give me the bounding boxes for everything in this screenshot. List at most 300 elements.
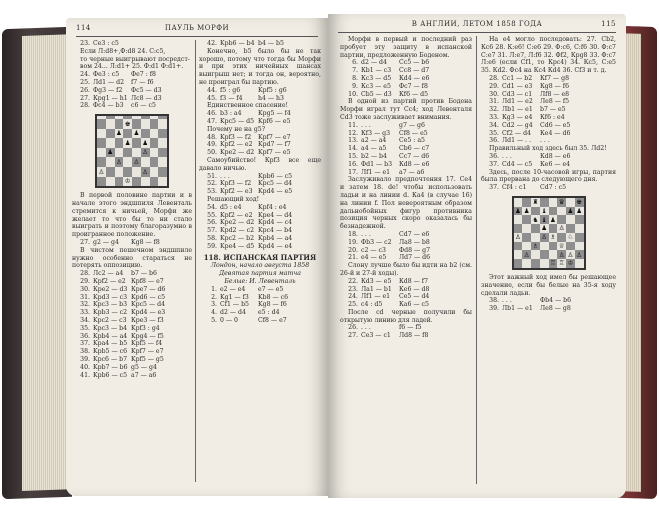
move-number: 5. [211,316,217,324]
black-move: a7 — a6 [399,168,425,176]
board-square: ♘ [567,233,574,242]
black-move: Kpe4 — d4 [258,211,293,219]
section-subheading: Лондон, начало августа 1858 [210,262,310,270]
black-move: Сe5 — d4 [399,293,430,301]
black-move: Kpf5 — g5 [131,355,164,363]
move-row [72,372,192,380]
board-square: ♝ [541,215,548,224]
board-square [540,198,549,207]
white-move: Фе3 : с5 [93,71,120,79]
board-square [575,233,584,242]
white-move: Лf1 — e1 [361,293,391,301]
black-move: e7 — e5 [258,285,284,293]
move-row [199,180,321,188]
move-number: 1. [211,285,217,293]
move-number: 15. [348,152,358,160]
board-square [540,250,549,259]
move-row [340,145,472,153]
black-move: Фb4 — b6 [540,297,572,305]
board-square: ♙ [98,167,105,176]
move-list [72,40,192,110]
board-square [158,129,167,139]
white-move: Кре2 — d3 [93,285,128,293]
white-move: Лb1 — e1 [502,305,533,313]
move-number: 2. [211,293,217,301]
white-move: Лd1 — . . [502,137,532,145]
white-move: e4 — e5 [361,254,387,262]
commentary-line: Если Л:d8+,Ф:d8 24. С:с5, [80,47,166,55]
board-square: ♙ [514,233,521,242]
move-number: 26. [80,86,90,94]
section-heading: 118. ИСПАНСКАЯ ПАРТИЯ [203,252,317,262]
white-move: Кс3 — d5 [361,74,392,82]
move-list [199,40,321,251]
move-number: 28. [489,74,499,82]
running-title: ПАУЛЬ МОРФИ [164,24,230,32]
white-move: Kpd3 — c3 [93,293,128,301]
move-number: 28. [80,270,90,278]
black-move: Kpc5 — d4 [131,301,166,309]
board-square [150,177,159,187]
board-square: ♟ [107,148,114,157]
move-number: 35. [80,324,90,332]
move-row [199,188,321,196]
board-square [522,224,531,233]
white-move: c2 — c3 [361,246,386,254]
black-move: с6 — с5 [131,102,156,110]
move-row [199,212,321,220]
move-number: 24. [80,71,90,79]
black-move: Сс8 — d7 [399,67,430,75]
board-square [141,177,150,187]
move-row [199,87,321,95]
black-move: Сb6 — c7 [399,145,430,153]
white-move: d2 — d4 [220,309,246,317]
move-row [340,286,472,294]
move-row [340,137,472,145]
white-move: . . . [361,230,371,238]
board-square: ♙ [567,250,574,259]
board-square: ♗ [549,233,556,242]
white-move: d5 : e4 [220,203,242,211]
move-number: 38. [80,348,90,356]
move-row [199,118,321,126]
board-square [132,167,141,177]
white-move: Кg3 — e4 [502,113,533,121]
white-move: Kpa4 — b5 [93,340,128,348]
white-move: Kpf2 — e2 [220,211,253,219]
move-number: 40. [80,363,90,371]
move-row: 27. g2 — g4 Kg8 — f8 [80,238,160,246]
move-number: 28. [80,102,90,110]
move-row [481,153,616,161]
commentary: Морфи в первый и последний раз пробует эту защиту в испанской партии, предложенную Боденом. [340,36,472,59]
page-number: 114 [76,24,91,32]
move-row [72,87,192,95]
black-move: Лс8 — d3 [131,94,162,102]
white-move: Kpb3 — c2 [93,309,128,317]
white-move: Kpb5 — c6 [93,348,128,356]
move-number: 36. [489,137,499,145]
move-row [72,333,192,341]
white-move: Лf1 — e1 [361,168,391,176]
white-move: Kpc3 — b3 [93,301,128,309]
black-move [131,40,169,48]
move-number: 42. [207,40,217,47]
white-move: Сd2 — g4 [502,121,533,129]
board-square: ♙ [133,158,140,167]
board-square: ♙ [142,148,149,157]
black-move: Лe8 — f5 [540,98,570,106]
move-row [199,134,321,142]
move-number: 47. [207,117,217,125]
move-number: 25. [80,78,90,86]
board-square [531,224,540,233]
black-move: Сf8 — e5 [399,129,428,137]
black-move: Фd8 — g7 [399,246,431,254]
board-square [514,198,523,207]
move-row [340,75,472,83]
board-square [97,119,106,129]
black-move: Kpf4 : e4 [258,203,287,211]
black-move: Kpf6 — e5 [258,117,291,125]
move-number: 10. [348,90,358,98]
commentary: Этот важный ход имел бы решающее значение, если бы белые на 35-я ходу сделали ладьи. [481,273,616,297]
move-row [72,317,192,325]
white-move: Kpb7 — b6 [93,363,128,371]
move-row [199,149,321,157]
move-list [199,286,321,325]
move-row [72,309,192,317]
black-move: Kpf3 : g4 [131,324,160,332]
black-move: Kpf7 — e7 [131,348,164,356]
move-number: 55. [207,211,217,219]
move-number: 50. [207,149,217,157]
white-move: Сe3 — c1 [361,332,391,340]
left-column-1 [72,40,192,379]
white-move: Кс3 — e5 [361,82,391,90]
move-row [72,294,192,302]
running-head-right [338,20,616,33]
white-move: Кf3 — g3 [361,129,391,137]
move-row [72,278,192,286]
black-move: Kpd4 — e5 [258,188,293,196]
black-move: g5 — g4 [131,363,157,371]
move-number: 30. [80,285,90,293]
black-move: . . . [540,137,550,145]
move-row [481,161,616,169]
board-square: ♖ [558,259,565,268]
move-number: 4. [211,309,217,317]
white-move: d2 — d4 [361,59,387,67]
board-square [514,215,523,224]
move-row [340,247,472,255]
board-square [106,138,115,148]
move-row [199,141,321,149]
board-square [97,148,106,158]
move-number: 35. [489,129,499,137]
move-list [481,297,616,313]
black-move: Фс7 — f8 [399,82,428,90]
black-move: Кf7 — g8 [540,74,570,82]
white-move: . . . [361,121,371,129]
move-row [199,317,321,325]
black-move: Кd8 — e6 [540,152,571,160]
black-move: Фс5 — d3 [131,86,162,94]
board-square [566,198,575,207]
move-row [72,102,192,110]
board-square: ♟ [541,224,548,233]
move-row [481,305,616,313]
white-move: Kpc3 — b4 [93,324,128,332]
board-square [540,242,549,251]
white-move: Лd1 — e2 [502,98,533,106]
move-number: 32. [80,301,90,309]
move-row [340,301,472,309]
move-row [199,219,321,227]
move-row [340,91,472,99]
move-number: 39. [489,305,499,313]
black-move: f7 — f6 [131,78,154,86]
move-number: 30. [489,90,499,98]
move-row [340,231,472,239]
move-row [199,301,321,309]
move-list [340,59,472,98]
board-square [97,157,106,167]
move-row [340,332,472,340]
move-number: 29. [80,277,90,285]
black-move: Kb8 — c6 [258,293,289,301]
board-square [150,157,159,167]
black-move: Крf8 — e7 [131,277,164,285]
black-move: Kpb4 — a4 [258,234,293,242]
move-row [481,83,616,91]
left-column-2 [199,40,321,325]
chess-diagram [512,196,586,270]
move-row [199,286,321,294]
move-number: 41. [80,371,90,379]
black-move: Kpc5 — d4 [258,180,293,188]
move-list [340,231,472,262]
board-square [115,177,124,187]
black-move: Фе7 : f8 [131,71,156,79]
white-move: Лd1 — d2 [93,78,125,86]
white-move: Кb1 — c3 [361,67,392,75]
column-divider [195,40,196,482]
board-square [115,138,124,148]
black-move: Kpd4 — c4 [258,219,293,227]
move-number: 38. [489,297,499,305]
move-row [340,59,472,67]
commentary: На e4 могло последовать: 27. Сb2, Кс6 28. К:e6! С:e6 29. Ф:с6, С:f6 30. Ф:c7 С:e7 31. Л:e7, Л:f6 32. Фf2, Кpg8 33. Ф:c7 Л:e6 (если Сf1, то Кpc4) 34. Кс5, С:e5 35. Кd2. Фс4 на Кc4 Кd4 36. Сf3 и т. д. [481,36,616,75]
board-square [123,129,132,139]
move-number: 12. [348,129,358,137]
black-move: b7 — b6 [131,270,157,278]
move-row [72,95,192,103]
black-move: h4 — h3 [258,94,284,102]
black-move: b7 — e5 [540,106,566,114]
move-number: 3. [211,301,217,309]
white-move: Kpc2 — c3 [93,316,127,324]
move-row [340,239,472,247]
running-head-left [76,24,318,37]
move-number: 14. [348,145,358,153]
board-square [106,177,115,187]
white-move: Се3 : с5 [93,40,119,47]
move-number: 34. [489,121,499,129]
white-move: Сd4 — c5 [502,160,533,168]
move-row [481,297,616,305]
white-move: Крf2 — e2 [93,277,126,285]
black-move: Сd7 — e6 [399,230,430,238]
board-square: ♙ [541,233,548,242]
commentary: Заслуживало предпочтения 17. Се4 и затем 18. de! чтобы использовать ладьи и на линии d. Кa4 (в случае 16) на линии f. Пол невероятным образом дальнобойных фигур противника позиция черных скоро оказалась бы безнадежной. [340,176,472,231]
right-page [328,14,626,498]
white-move: . . . [502,152,512,160]
black-move: f6 — f5 [399,324,422,332]
section-subheading: Девятая партия матча [219,270,301,278]
move-row [340,161,472,169]
move-number: 36. [489,152,499,160]
black-move: Kpf5 — f4 [131,340,163,348]
board-square [106,119,115,129]
move-number: 8. [352,74,358,82]
move-list [481,75,616,145]
black-move: Кре3 — f3 [131,316,164,324]
board-square [115,148,124,158]
move-number: 57. [207,227,217,235]
board-square [123,157,132,167]
black-move: Kpg5 — f4 [258,110,291,118]
black-move: Kpf7 — e5 [258,149,291,157]
move-row [481,114,616,122]
board-square: ♜ [532,198,539,207]
move-row [481,137,616,145]
board-square [150,148,159,158]
move-row [340,130,472,138]
white-move: a4 — a5 [361,145,387,153]
white-move: Kpb4 — a4 [93,332,128,340]
move-list [72,270,192,379]
black-move: Сс5 — b6 [399,59,430,67]
board-square: ♝ [541,206,548,215]
board-square: ♙ [576,250,583,259]
move-row [481,122,616,130]
white-move: Kpf3 — f2 [220,180,252,188]
white-move: f5 : g6 [220,86,241,94]
move-row [199,235,321,243]
black-move: Kpb6 — c5 [258,172,293,180]
board-square [531,207,540,216]
board-square [106,129,115,139]
white-move: Kpd2 — c2 [220,227,255,235]
white-move: Кd3 — e5 [361,277,392,285]
board-square [566,215,575,224]
move-number: 23. [348,285,358,293]
move-number: 36. [80,332,90,340]
move-row [72,286,192,294]
commentary: После сd черные получили бы открытую линию для ладей. [340,308,472,324]
move-row [72,348,192,356]
move-number: 51. [207,172,217,180]
commentary-line: Единственное спасение! [207,102,289,110]
board-square [575,242,584,251]
white-move: Cf1 — b5 [220,301,249,309]
board-square: ♕ [558,241,565,250]
board-square [549,242,558,251]
move-list [340,122,472,177]
move-row [199,243,321,251]
move-number: 27. [80,94,90,102]
board-square [575,224,584,233]
move-number: 33. [489,113,499,121]
board-square [566,242,575,251]
move-row [72,325,192,333]
black-move: Kpg4 — f5 [131,332,164,340]
move-number: 7. [352,67,358,75]
white-move: Лb1 — e1 [502,106,533,114]
board-square: ♔ [567,259,574,268]
white-move: Сс1 — b2 [502,74,533,82]
move-number: 29. [489,82,499,90]
move-number: 6. [352,59,358,67]
commentary: Здесь, после 10-часовой игры, партия была прервана до следующего дня. [481,168,616,184]
board-square [106,157,115,167]
move-number: 52. [207,180,217,188]
move-number: 26. [348,324,358,332]
board-square [522,198,531,207]
move-number: 54. [207,203,217,211]
move-number: 44. [207,86,217,94]
move-row [481,106,616,114]
black-move: a7 — a6 [131,371,157,379]
move-row [340,83,472,91]
move-number: 16. [348,160,358,168]
black-move: Кd8 — e6 [399,160,430,168]
board-square [97,129,106,139]
move-number: 32. [489,106,499,114]
move-number: 48. [207,133,217,141]
black-move: Kpd6 — c5 [131,293,166,301]
white-move: Фg3 — f2 [93,86,123,94]
running-title: В АНГЛИИ, ЛЕТОМ 1858 ГОДА [411,20,543,28]
right-column-2 [481,36,616,313]
move-row [72,79,192,87]
white-move: Крg1 — h1 [93,94,128,102]
board-square: ♚ [124,119,131,128]
black-move: Кe4 — d6 [540,129,571,137]
section-subheading: Белые: И. Левенталь [224,277,296,285]
board-square: ♙ [115,158,122,167]
move-row [340,169,472,177]
move-number: 34. [80,316,90,324]
move-row [199,227,321,235]
board-square [514,259,523,268]
white-move: a2 — a4 [361,137,387,145]
board-square [158,177,167,187]
move-row [72,270,192,278]
black-move: Кa6 — c5 [399,301,429,309]
black-move: Кf6 : e4 [540,113,565,121]
black-move: Лd7 — d6 [399,254,431,262]
page-number: 115 [601,20,616,28]
white-move: Kpe4 — d5 [220,242,255,250]
board-square: ♟ [142,138,149,147]
move-row [481,98,616,106]
board-square: ♟ [567,206,574,215]
white-move: Kpf2 — e3 [220,188,253,196]
move-row [72,71,192,79]
